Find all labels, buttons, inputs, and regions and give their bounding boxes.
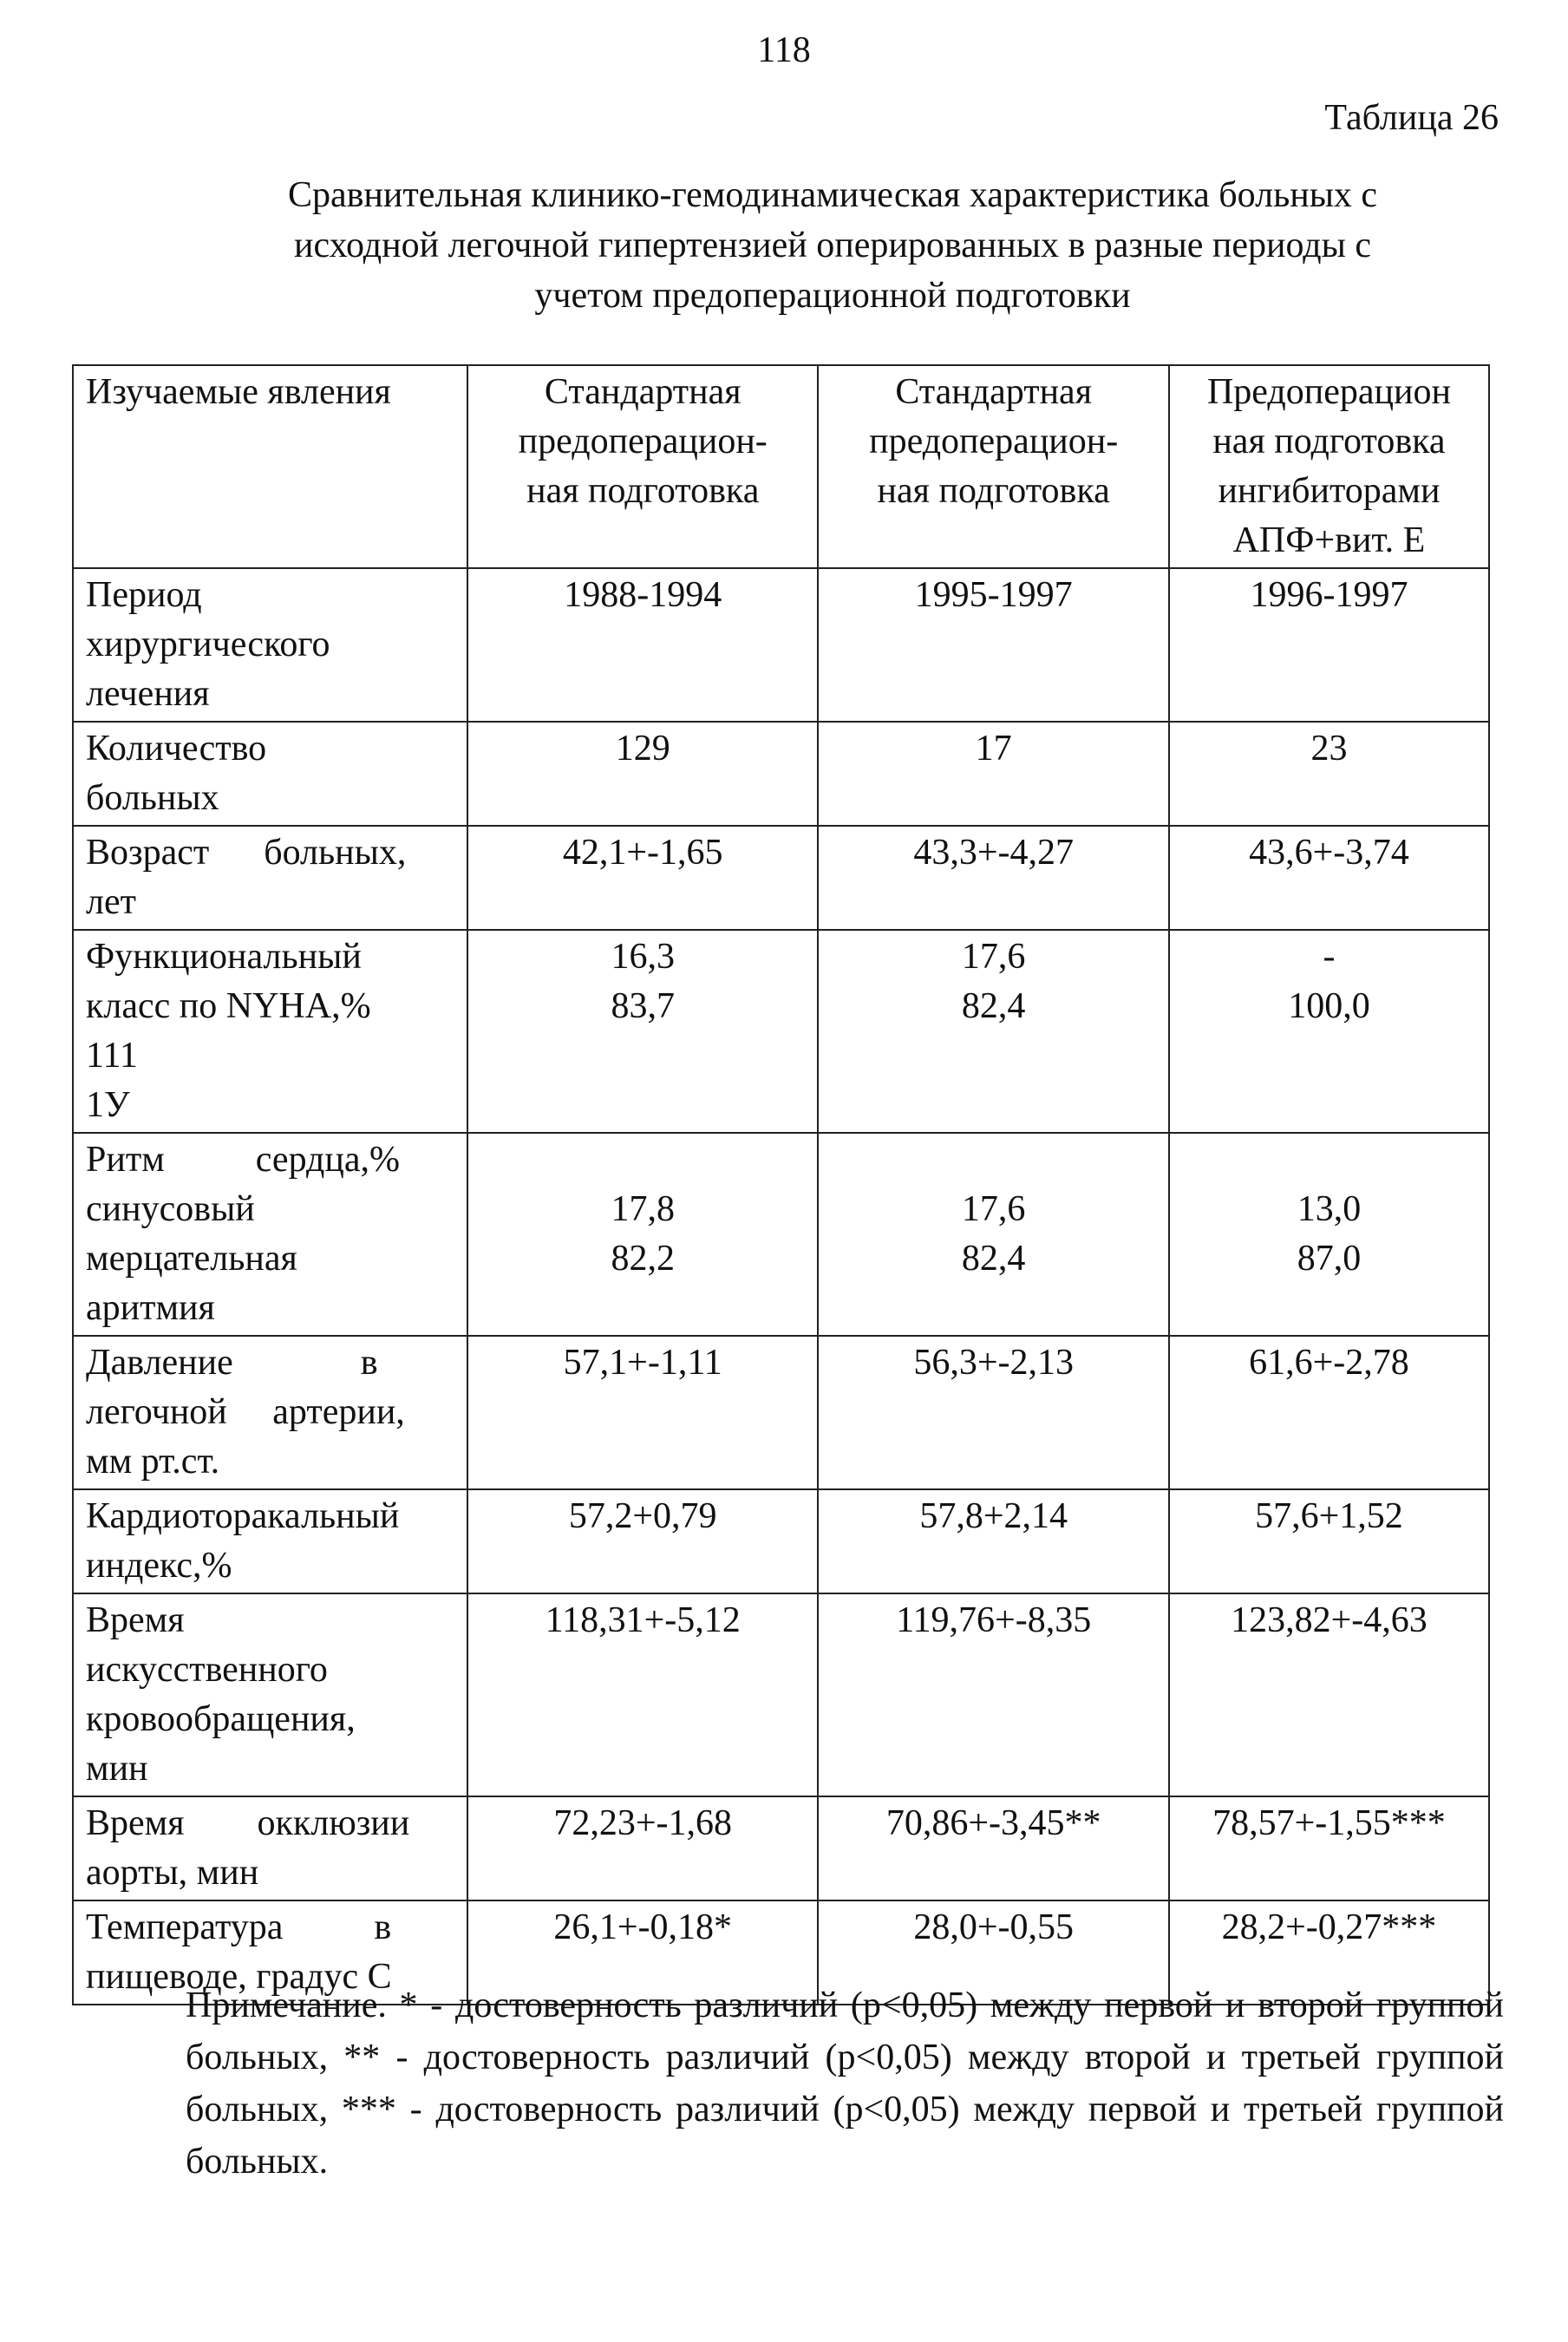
value: 1995-1997: [914, 575, 1073, 615]
value: 61,6+-2,78: [1249, 1343, 1409, 1383]
label-line: Период: [86, 575, 202, 615]
header-line: предоперацион-: [518, 422, 768, 461]
label-line: Температура в: [86, 1907, 392, 1947]
value: 83,7: [611, 986, 675, 1026]
value: 17,6: [961, 1189, 1026, 1229]
label-line: пищеводе, градус С: [86, 1957, 392, 1997]
header-line: ная подготовка: [526, 471, 760, 511]
value-cell: [467, 1336, 818, 1489]
value: 23: [1310, 729, 1348, 769]
value-cell: [467, 1489, 818, 1593]
label-line: мерцательная: [86, 1239, 297, 1279]
label-line: Количество: [86, 729, 267, 769]
label-line: синусовый: [86, 1189, 255, 1229]
value-cell: [467, 1593, 818, 1796]
value-cell: [467, 722, 818, 826]
row-label: [73, 930, 467, 1133]
table-row: [73, 722, 1489, 826]
header-line: Предоперацион: [1206, 372, 1451, 412]
value: 43,6+-3,74: [1249, 833, 1409, 873]
header-line: Стандартная: [895, 372, 1093, 412]
value-cell: [1169, 930, 1489, 1133]
value: 28,0+-0,55: [913, 1907, 1075, 1947]
value: 17,8: [611, 1189, 675, 1229]
table-footnote: Примечание. * - достоверность различий (p<0,05) между первой и второй группой больных, ** - достоверность различий (p<0,05) между второй и третьей группой больных, *** - достоверность различий (p<0,05) между первой и третьей группой больных.: [186, 1985, 1504, 2182]
row-label: [73, 1336, 467, 1489]
table-row: [73, 568, 1489, 722]
label-line: больных: [86, 778, 219, 818]
table-label: Таблица 26: [1324, 98, 1499, 138]
title-line: учетом предоперационной подготовки: [534, 276, 1131, 316]
label-line: Возраст больных,: [86, 833, 407, 873]
value-cell: [1169, 1796, 1489, 1900]
value-cell: [818, 1593, 1168, 1796]
value-cell: [1169, 826, 1489, 930]
label-line: Давление в: [86, 1343, 378, 1383]
value: 42,1+-1,65: [562, 833, 723, 873]
value-cell: [818, 1796, 1168, 1900]
table-title: [199, 170, 1466, 321]
table-row: [73, 1796, 1489, 1900]
value: 118,31+-5,12: [545, 1600, 741, 1640]
table-row: [73, 1133, 1489, 1336]
value-cell: [1169, 722, 1489, 826]
value: 129: [615, 729, 670, 769]
value: 56,3+-2,13: [913, 1343, 1075, 1383]
value-cell: [818, 1336, 1168, 1489]
value-cell: [467, 1133, 818, 1336]
value-cell: [1169, 568, 1489, 722]
value: 100,0: [1288, 986, 1370, 1026]
value: 78,57+-1,55***: [1212, 1803, 1446, 1843]
value: 43,3+-4,27: [913, 833, 1075, 873]
table-row: [73, 1489, 1489, 1593]
value: 72,23+-1,68: [553, 1803, 733, 1843]
header-cell: [73, 365, 467, 568]
header-cell: [818, 365, 1168, 568]
header-line: предоперацион-: [869, 422, 1119, 461]
header-cell: [1169, 365, 1489, 568]
header-line: ная подготовка: [877, 471, 1110, 511]
value: 26,1+-0,18*: [553, 1907, 733, 1947]
value: 13,0: [1297, 1189, 1362, 1229]
table-row: [73, 1593, 1489, 1796]
header-line: Стандартная: [544, 372, 742, 412]
row-label: [73, 826, 467, 930]
value-cell: [1169, 1593, 1489, 1796]
value-cell: [818, 568, 1168, 722]
value: 17,6: [961, 937, 1026, 977]
value-cell: [467, 568, 818, 722]
value: 57,2+0,79: [568, 1496, 717, 1536]
header-cell: [467, 365, 818, 568]
label-line: аорты, мин: [86, 1853, 259, 1893]
data-table: [72, 364, 1490, 2005]
page-number: 118: [757, 30, 811, 70]
value: 1996-1997: [1250, 575, 1408, 615]
value-cell: [467, 1796, 818, 1900]
value: 123,82+-4,63: [1231, 1600, 1428, 1640]
table-row: [73, 826, 1489, 930]
value: 70,86+-3,45**: [885, 1803, 1101, 1843]
row-label: [73, 1593, 467, 1796]
label-line: кровообращения,: [86, 1699, 356, 1739]
row-label: [73, 568, 467, 722]
label-line: Ритм сердца,%: [86, 1140, 400, 1180]
header-line: ингибиторами: [1218, 471, 1441, 511]
label-line: Время: [86, 1600, 185, 1640]
value-cell: [1169, 1489, 1489, 1593]
value: 57,6+1,52: [1255, 1496, 1403, 1536]
value-cell: [1169, 1336, 1489, 1489]
value-cell: [818, 930, 1168, 1133]
label-line: искусственного: [86, 1650, 328, 1690]
header-line: ная подготовка: [1212, 422, 1446, 461]
label-line: 111: [86, 1036, 138, 1076]
value-cell: [467, 930, 818, 1133]
label-line: Кардиоторакальный: [86, 1496, 400, 1536]
header-line: АПФ+вит. Е: [1232, 520, 1426, 560]
table-row: [73, 930, 1489, 1133]
value: -: [1323, 937, 1336, 977]
value-cell: [818, 1133, 1168, 1336]
title-line: исходной легочной гипертензией оперированных в разные периоды с: [294, 226, 1371, 265]
row-label: [73, 1796, 467, 1900]
label-line: лет: [86, 882, 136, 922]
value-cell: [818, 826, 1168, 930]
value: 1988-1994: [564, 575, 722, 615]
value: 57,8+2,14: [919, 1496, 1068, 1536]
header-row: [73, 365, 1489, 568]
label-line: легочной артерии,: [86, 1392, 405, 1432]
value-cell: [467, 826, 818, 930]
value-cell: [818, 722, 1168, 826]
title-line: Сравнительная клинико-гемодинамическая характеристика больных с: [287, 175, 1378, 215]
value: 16,3: [611, 937, 675, 977]
label-line: лечения: [86, 674, 210, 714]
row-label: [73, 722, 467, 826]
value: 57,1+-1,11: [563, 1343, 722, 1383]
row-label: [73, 1489, 467, 1593]
value-cell: [818, 1489, 1168, 1593]
label-line: 1У: [86, 1085, 130, 1125]
label-line: Функциональный: [86, 937, 362, 977]
value: 82,4: [961, 986, 1026, 1026]
label-line: мм рт.ст.: [86, 1442, 220, 1482]
label-line: индекс,%: [86, 1546, 232, 1586]
value: 87,0: [1297, 1239, 1362, 1279]
label-line: класс по NYHA,%: [86, 986, 371, 1026]
row-label: [73, 1133, 467, 1336]
label-line: мин: [86, 1749, 148, 1789]
value: 28,2+-0,27***: [1221, 1907, 1437, 1947]
value-cell: [1169, 1133, 1489, 1336]
value: 17: [975, 729, 1012, 769]
value: 119,76+-8,35: [896, 1600, 1092, 1640]
value: 82,2: [611, 1239, 675, 1279]
table-row: [73, 1336, 1489, 1489]
label-line: Время окклюзии: [86, 1803, 410, 1843]
header-line: Изучаемые явления: [86, 372, 391, 412]
label-line: хирургического: [86, 625, 330, 664]
value: 82,4: [961, 1239, 1026, 1279]
label-line: аритмия: [86, 1288, 215, 1328]
